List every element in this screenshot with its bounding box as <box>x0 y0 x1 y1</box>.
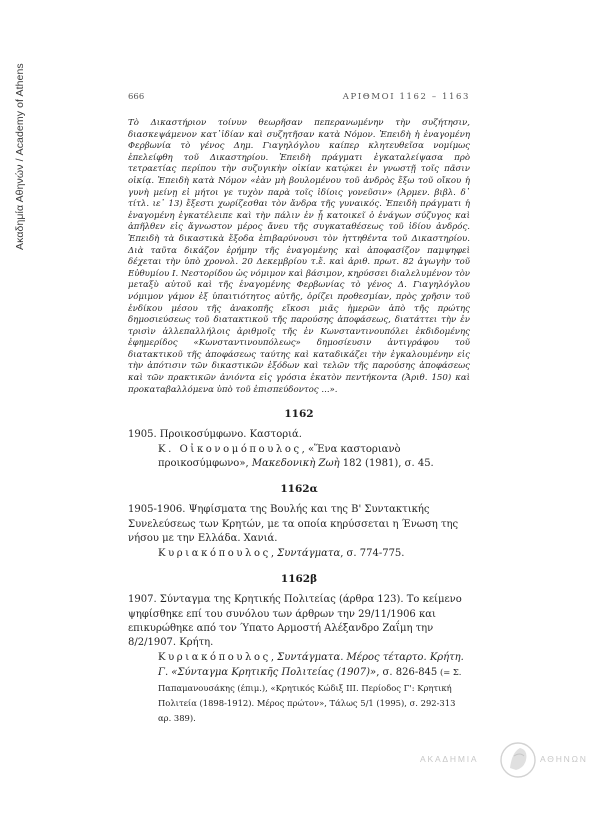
citation-note: (= Σ. Παπαμανουσάκης (έπιμ.), «Κρητικός Κώδιξ ΙΙΙ. Περίοδος Γ': Κρητική Πολιτεία (1898-1912). Μέρος πρώτον», Τάλως 5/1 (1995), σ. 292-313 αρ. 389). <box>158 667 462 724</box>
entry-body <box>128 593 470 727</box>
citation-author: Κυριακόπουλος <box>158 651 271 663</box>
side-watermark-label <box>0 0 28 828</box>
entry-description: 1905. Προικοσύμφωνο. Καστοριά. <box>128 429 302 441</box>
citation-pages: , σ. 826-845 <box>376 667 438 679</box>
citation-pages: , σ. 774-775. <box>340 547 405 559</box>
citation-author: Κυριακόπουλος <box>158 547 271 559</box>
entry-number: 1162β <box>280 573 318 586</box>
entry-description: 1907. Σύνταγμα της Κρητικής Πολιτείας (άρθρα 123). Το κείμενο ψηφίσθηκε επί του συνόλου των άρθρων την 29/11/1906 και επικυρώθηκε από τον Ύπατο Αρμοστή Αλέξανδρο Ζαΐμη την 8/2/1907. Κρήτη. <box>128 594 462 649</box>
entry-1162 <box>128 408 470 471</box>
entry-citation <box>128 547 470 561</box>
citation-text: , «Ἕνα καστοριανὸ προικοσύμφωνο», <box>158 443 401 470</box>
entry-number: 1162α <box>280 483 318 496</box>
entry-number: 1162 <box>284 408 314 421</box>
side-watermark-text: Ακαδημία Αθηνών / Academy of Athens <box>14 63 26 250</box>
entry-1162a <box>128 483 470 561</box>
entry-body <box>128 503 470 561</box>
running-head <box>128 92 470 108</box>
citation-journal: Συντάγματα <box>277 547 341 559</box>
citation-author: Κ. Οἰκονομόπουλος <box>158 443 302 455</box>
running-title: ΑΡΙΘΜΟΙ 1162 – 1163 <box>342 92 470 102</box>
watermark-text-right: ΑΘΗΝΩΝ <box>540 754 588 764</box>
entry-citation <box>128 651 470 727</box>
entry-citation <box>128 443 470 472</box>
watermark-text-left: ΑΚΑΔΗΜΙΑ <box>420 754 479 764</box>
page-number: 666 <box>128 92 145 102</box>
entry-body <box>128 428 470 471</box>
citation-text: , <box>270 651 278 663</box>
citation-text: , <box>270 547 278 559</box>
citation-journal: Μακεδονικὴ Ζωὴ <box>251 458 340 470</box>
page-content <box>128 92 470 727</box>
citation-journal: Συντάγματα. Μέρος τέταρτο. Κρήτη. Γ. «Σύνταγμα Κρητικῆς Πολιτείας (1907)» <box>158 651 464 679</box>
academy-watermark <box>420 738 588 782</box>
quoted-judgment: Τὸ Δικαστήριον τοίνυν θεωρῆσαν πεπερανωμένην τὴν συζήτησιν, διασκεψάμενον κατ᾽ἰδίαν καὶ συζητῆσαν κατὰ Νόμον. Ἐπειδὴ ἡ ἐναγομένη Φερβωνία τὸ γένος Δημ. Γιαγηλόγλου καίπερ κλητευθεῖσα νομίμως ἐπελείφθη τοῦ Δικαστηρίου. Ἐπειδὴ πράγματι ἐγκαταλείψασα πρὸ τετραετίας περίπου τὴν συζυγικὴν οἰκίαν κατῴκει ἐν γνωστῇ τοῖς πᾶσιν οἰκίᾳ. Ἐπειδὴ κατὰ Νόμον «ἐὰν μὴ βουλομένου τοῦ ἀνδρὸς ἔξω τοῦ οἴκου ἡ γυνὴ μείνῃ εἰ μήτοι γε τυχὸν παρὰ τοῖς ἰδίοις γονεῦσιν» (Ἀρμεν. βιβλ. δ᾽ τίτλ. ιε᾽ 13) ἔξεστι χωρίζεσθαι τὸν ἄνδρα τῆς γυναικός. Ἐπειδὴ πράγματι ἡ ἐναγομένη ἐγκατέλειπε καὶ τὴν πάλιν ἐν ᾗ κατοικεῖ ὁ ἐνάγων σύζυγος καὶ ἀπῆλθεν εἰς ἄγνωστον μέρος ἄνευ τῆς συγκαταθέσεως τοῦ ἰδίου ἀνδρός. Ἐπειδὴ τὰ δικαστικὰ ἔξοδα ἐπιβαρύνουσι τὸν ἡττηθέντα τοῦ Δικαστηρίου. Διὰ ταῦτα δικάζον ἐρήμην τῆς ἐναγομένης καὶ ἀποφασίζον παμψηφεὶ δέχεται τὴν ὑπὸ χρονολ. 20 Δεκεμβρίου τ.ἔ. καὶ ἀριθ. πρωτ. 82 ἀγωγὴν τοῦ Εὐθυμίου Ι. Νεστορίδου ὡς νόμιμον καὶ βάσιμον, κηρύσσει διαλελυμένον τὸν μεταξὺ αὐτοῦ καὶ τῆς ἐναγομένης Φερβωνίας τὸ γένος Δ. Γιαγηλόγλου νόμιμον γάμον ἐξ ὑπαιτιότητος αὐτῆς, ὁρίζει προθεσμίαν, πρὸς χρῆσιν τοῦ ἐνδίκου μέσου τῆς ἀνακοπῆς εἴκοσι μιᾶς ἡμερῶν ἀπὸ τῆς πρώτης δημοσιεύσεως τοῦ διατακτικοῦ τῆς παρούσης ἀποφάσεως, διατάττει τὴν ἐν τρισὶν ἀλλεπαλλήλοις ἀριθμοῖς τῆς ἐν Κωνσταντινουπόλει ἐκδιδομένης ἐφημερίδος «Κωνσταντινουπόλεως» δημοσίευσιν ἀντιγράφου τοῦ διατακτικοῦ τῆς ἀποφάσεως ταύτης καὶ καταδικάζει τὴν ἐγκαλουμένην εἰς τὴν ἀπότισιν τῶν δικαστικῶν ἐξόδων καὶ τελῶν τῆς παρούσης ἀποφάσεως καὶ τῶν πρακτικῶν ἀνιόντα εἰς γρόσια ἑκατὸν πεντήκοντα (Ἀριθ. 150) καὶ προκαταβαλλόμενα ὑπὸ τοῦ ἐπισπεύδοντος ...». <box>128 118 470 395</box>
entry-description: 1905-1906. Ψηφίσματα της Βουλής και της Β' Συντακτικής Συνελεύσεως των Κρητών, με τα οποία κηρύσσεται η Ένωση της νήσου με την Ελλάδα. Χανιά. <box>128 504 459 545</box>
citation-pages: 182 (1981), σ. 45. <box>339 458 434 470</box>
entry-1162b <box>128 573 470 727</box>
